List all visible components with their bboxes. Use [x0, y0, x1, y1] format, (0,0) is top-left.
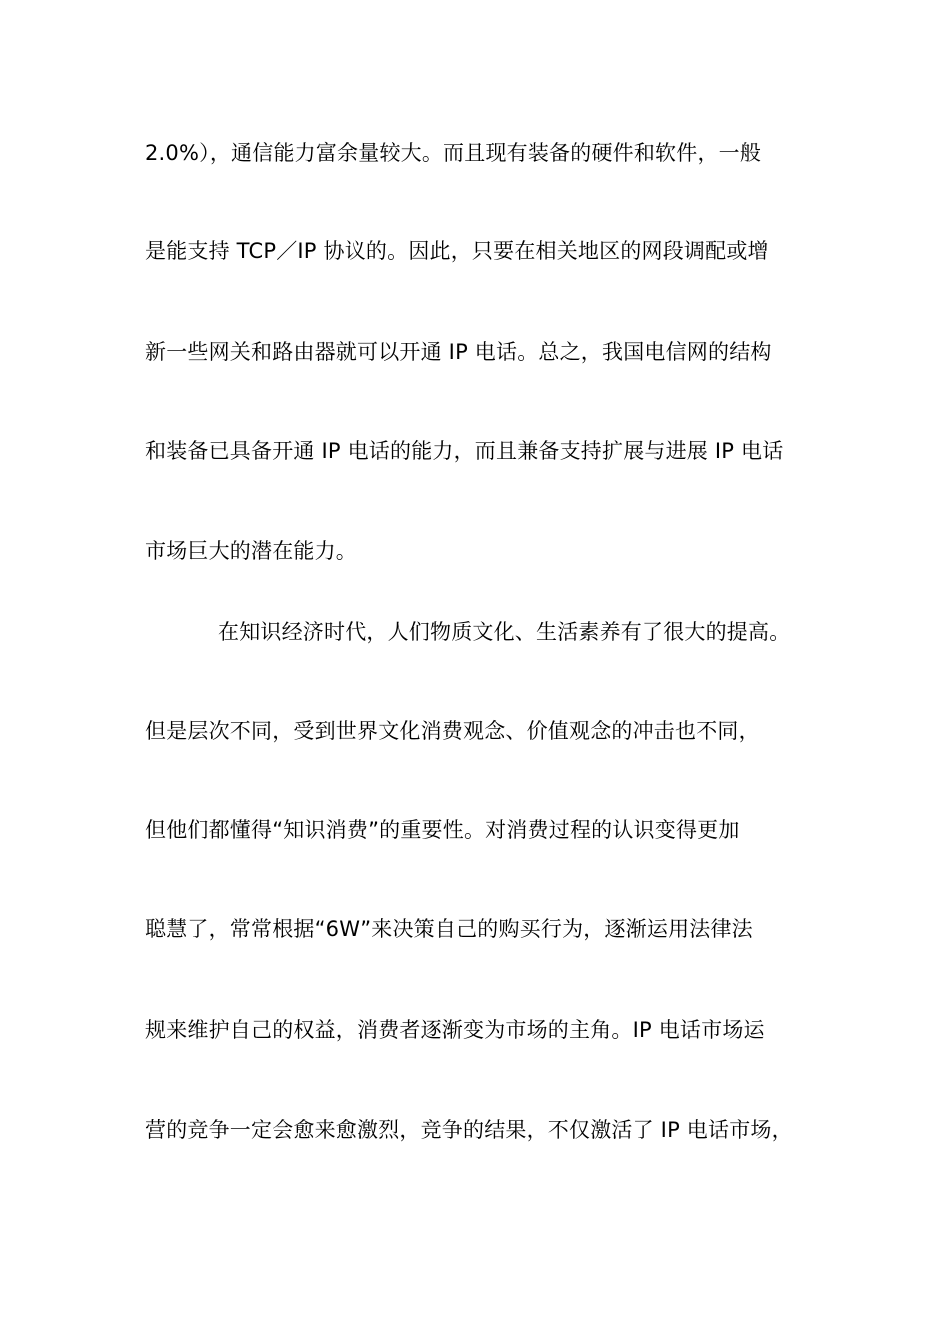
- text-line: 规来维护自己的权益，消费者逐渐变为市场的主角。IP 电话市场运: [145, 1018, 765, 1042]
- text-line: 但是层次不同，受到世界文化消费观念、价值观念的冲击也不同，: [145, 719, 760, 743]
- paragraph-first-line: 在知识经济时代，人们物质文化、生活素养有了很大的提高。: [218, 620, 791, 644]
- text-line: 聪慧了，常常根据“6W”来决策自己的购买行为，逐渐运用法律法: [145, 917, 753, 941]
- text-line: 是能支持 TCP／IP 协议的。因此，只要在相关地区的网段调配或增: [145, 239, 769, 263]
- text-line: 但他们都懂得“知识消费”的重要性。对消费过程的认识变得更加: [145, 818, 740, 842]
- text-line: 营的竞争一定会愈来愈激烈，竞争的结果，不仅激活了 IP 电话市场，: [145, 1118, 793, 1142]
- text-line: 新一些网关和路由器就可以开通 IP 电话。总之，我国电信网的结构: [145, 340, 772, 364]
- text-line: 2.0%），通信能力富余量较大。而且现有装备的硬件和软件，一般: [145, 141, 762, 165]
- text-line: 市场巨大的潜在能力。: [145, 539, 357, 563]
- text-line: 和装备已具备开通 IP 电话的能力，而且兼备支持扩展与进展 IP 电话: [145, 439, 784, 463]
